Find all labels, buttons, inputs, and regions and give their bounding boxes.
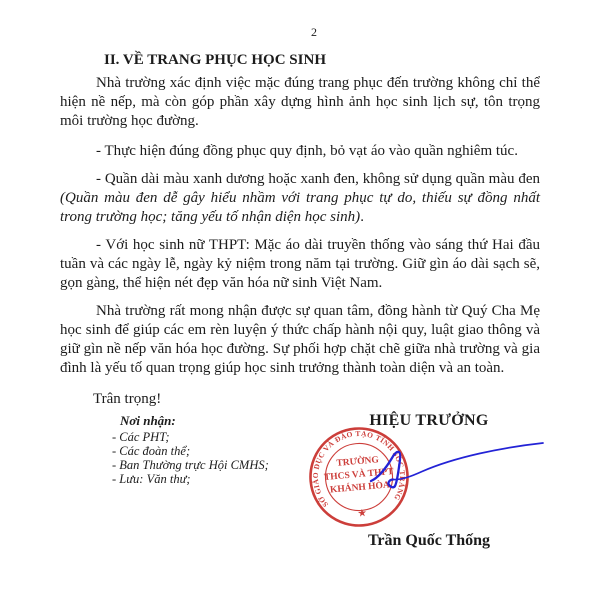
recipients-block (112, 414, 269, 486)
trousers-rule-period: . (360, 209, 364, 225)
stamp-school-line1: TRƯỜNG (336, 455, 380, 469)
bullet-trousers-rule (60, 170, 540, 227)
recipient-item: - Ban Thường trực Hội CMHS; (112, 458, 269, 472)
signer-title: HIỆU TRƯỞNG (369, 412, 489, 429)
stamp-school-line3: KHÁNH HÒA (329, 480, 391, 496)
handwritten-signature (330, 430, 548, 492)
recipient-item: - Các đoàn thể; (112, 444, 191, 458)
recipients-label: Nơi nhận: (120, 413, 176, 428)
signature-tail (393, 443, 543, 480)
recipient-item: - Lưu: Văn thư; (112, 472, 191, 486)
signer-name: Trần Quốc Thống (367, 532, 491, 549)
trousers-rule-note: (Quần màu đen dễ gây hiểu nhầm với trang phục tự do, thiếu sự đồng nhất trong trường học; tăng yếu tố nhận diện học sinh) (60, 190, 540, 225)
page-number: 2 (311, 25, 317, 39)
paragraph-intro: Nhà trường xác định việc mặc đúng trang phục đến trường không chỉ thể hiện nề nếp, mà còn góp phần xây dựng hình ảnh học sinh lịch sự, tôn trọng môi trường học đường. (60, 75, 540, 129)
bullet-uniform-rule: - Thực hiện đúng đồng phục quy định, bỏ vạt áo vào quần nghiêm túc. (96, 143, 518, 159)
recipient-item: - Các PHT; (112, 430, 170, 444)
bullet-ao-dai-rule: - Với học sinh nữ THPT: Mặc áo dài truyền thống vào sáng thứ Hai đầu tuần và các ngày lễ, ngày kỷ niệm trong năm tại trường. Giữ gìn áo dài sạch sẽ, gọn gàng, thể hiện nét đẹp văn hóa nữ sinh Việt Nam. (60, 237, 540, 291)
section-heading: II. VỀ TRANG PHỤC HỌC SINH (104, 52, 326, 68)
star-icon: ★ (357, 507, 367, 519)
signature-flourish (371, 452, 400, 487)
document-body (60, 51, 540, 409)
paragraph-cooperation: Nhà trường rất mong nhận được sự quan tâm, đồng hành từ Quý Cha Mẹ học sinh để giúp các em rèn luyện ý thức chấp hành nội quy, luật giao thông và giữ gìn nề nếp văn hóa học đường. Sự phối hợp chặt chẽ giữa nhà trường và gia đình là yếu tố quan trọng giúp học sinh trưởng thành toàn diện và an toàn. (60, 303, 540, 376)
stamp-school-line2: THCS VÀ THPT (323, 466, 395, 484)
closing-text: Trân trọng! (93, 391, 162, 407)
trousers-rule-text: - Quần dài màu xanh dương hoặc xanh đen, không sử dụng quần màu đen (96, 171, 540, 187)
stamp-ring-text: SỞ GIÁO DỤC VÀ ĐÀO TẠO TỈNH SÓC TRĂNG (310, 428, 408, 509)
